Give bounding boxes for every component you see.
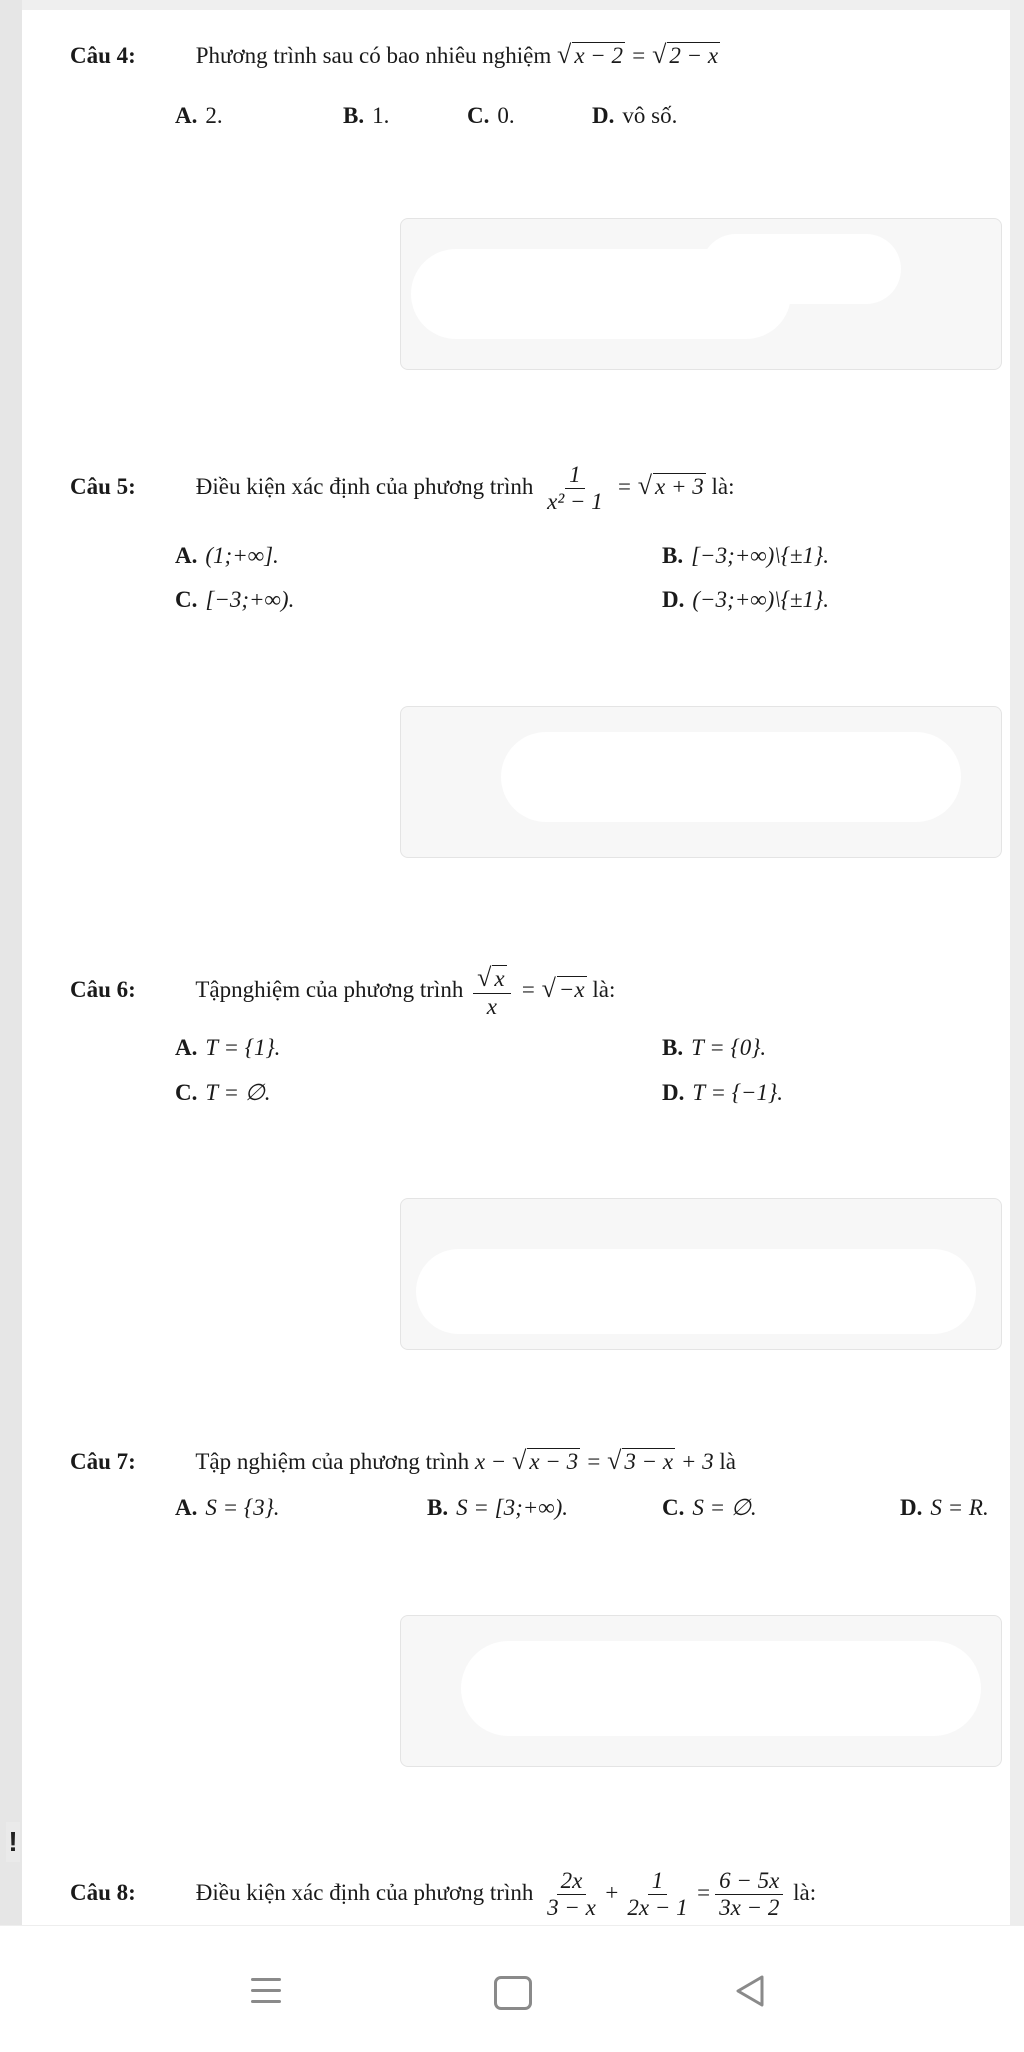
question-tail: là:	[592, 976, 616, 1002]
answer-c[interactable]: C. T = ∅.	[175, 1080, 271, 1105]
question-number: Câu 5:	[70, 474, 136, 500]
top-edge	[22, 0, 1010, 10]
answer-b[interactable]: B. S = [3;+∞).	[427, 1495, 569, 1520]
question-7	[70, 1446, 736, 1476]
answer-c[interactable]: C. S = ∅.	[662, 1495, 757, 1520]
question-8	[70, 1868, 816, 1922]
answer-box-3[interactable]	[400, 1198, 1002, 1350]
question-tail: là	[719, 1449, 737, 1474]
answer-b[interactable]: B. [−3;+∞)\{±1}.	[662, 543, 829, 568]
answer-b[interactable]: B. T = {0}.	[662, 1035, 767, 1060]
question-5	[70, 462, 735, 516]
equation: x − √ x − 3 = √ 3 − x + 3	[474, 1446, 720, 1475]
answer-d[interactable]: D. S = R.	[900, 1495, 989, 1520]
question-number: Câu 4:	[70, 43, 136, 68]
answer-a[interactable]: A. 2.	[175, 103, 223, 128]
answer-a[interactable]: A. S = {3}.	[175, 1495, 280, 1520]
question-tail: là:	[711, 474, 735, 500]
question-text: Điều kiện xác định của phương trình	[195, 1880, 534, 1906]
answer-box-4[interactable]	[400, 1615, 1002, 1767]
warning-icon[interactable]: !	[6, 1822, 20, 1862]
right-edge	[1010, 0, 1024, 1925]
question-text: Điều kiện xác định của phương trình	[195, 474, 534, 500]
left-edge	[0, 0, 22, 1925]
answer-c[interactable]: C. [−3;+∞).	[175, 587, 295, 612]
equation: $\frac{2x}{3 - x}$ + $\frac{1}{2x - 1}$ = $\frac{6 - 5x}{3x - 2}$	[539, 1880, 793, 1905]
answer-d[interactable]: D. vô số.	[592, 103, 678, 128]
question-number: Câu 8:	[70, 1880, 136, 1906]
answer-box-2[interactable]	[400, 706, 1002, 858]
question-tail: là:	[793, 1880, 817, 1906]
question-4	[70, 40, 720, 70]
question-number: Câu 6:	[70, 976, 136, 1002]
question-text: Tậpnghiệm của phương trình	[195, 976, 464, 1002]
answer-a[interactable]: A. T = {1}.	[175, 1035, 281, 1060]
answer-b[interactable]: B. 1.	[343, 103, 390, 128]
menu-icon[interactable]	[251, 1978, 281, 2011]
system-nav-bar	[0, 1925, 1024, 2052]
home-icon[interactable]	[494, 1976, 532, 2010]
question-6	[70, 963, 615, 1020]
answer-box-1[interactable]	[400, 218, 1002, 370]
answer-a[interactable]: A. (1;+∞].	[175, 543, 279, 568]
question-text: Tập nghiệm của phương trình	[195, 1449, 470, 1474]
equation: √ x − 2 = √ 2 − x	[557, 40, 719, 69]
equation: $\frac{√ x}{x}$ = √ −x	[469, 977, 592, 1002]
answer-c[interactable]: C. 0.	[467, 103, 515, 128]
back-icon[interactable]	[730, 1971, 770, 2011]
answer-d[interactable]: D. (−3;+∞)\{±1}.	[662, 587, 829, 612]
equation: $\frac{1}{\text{x² − 1}}$ = √ x + 3	[547, 462, 704, 515]
answer-d[interactable]: D. T = {−1}.	[662, 1080, 783, 1105]
question-number: Câu 7:	[70, 1449, 136, 1474]
question-text: Phương trình sau có bao nhiêu nghiệm	[195, 43, 552, 68]
